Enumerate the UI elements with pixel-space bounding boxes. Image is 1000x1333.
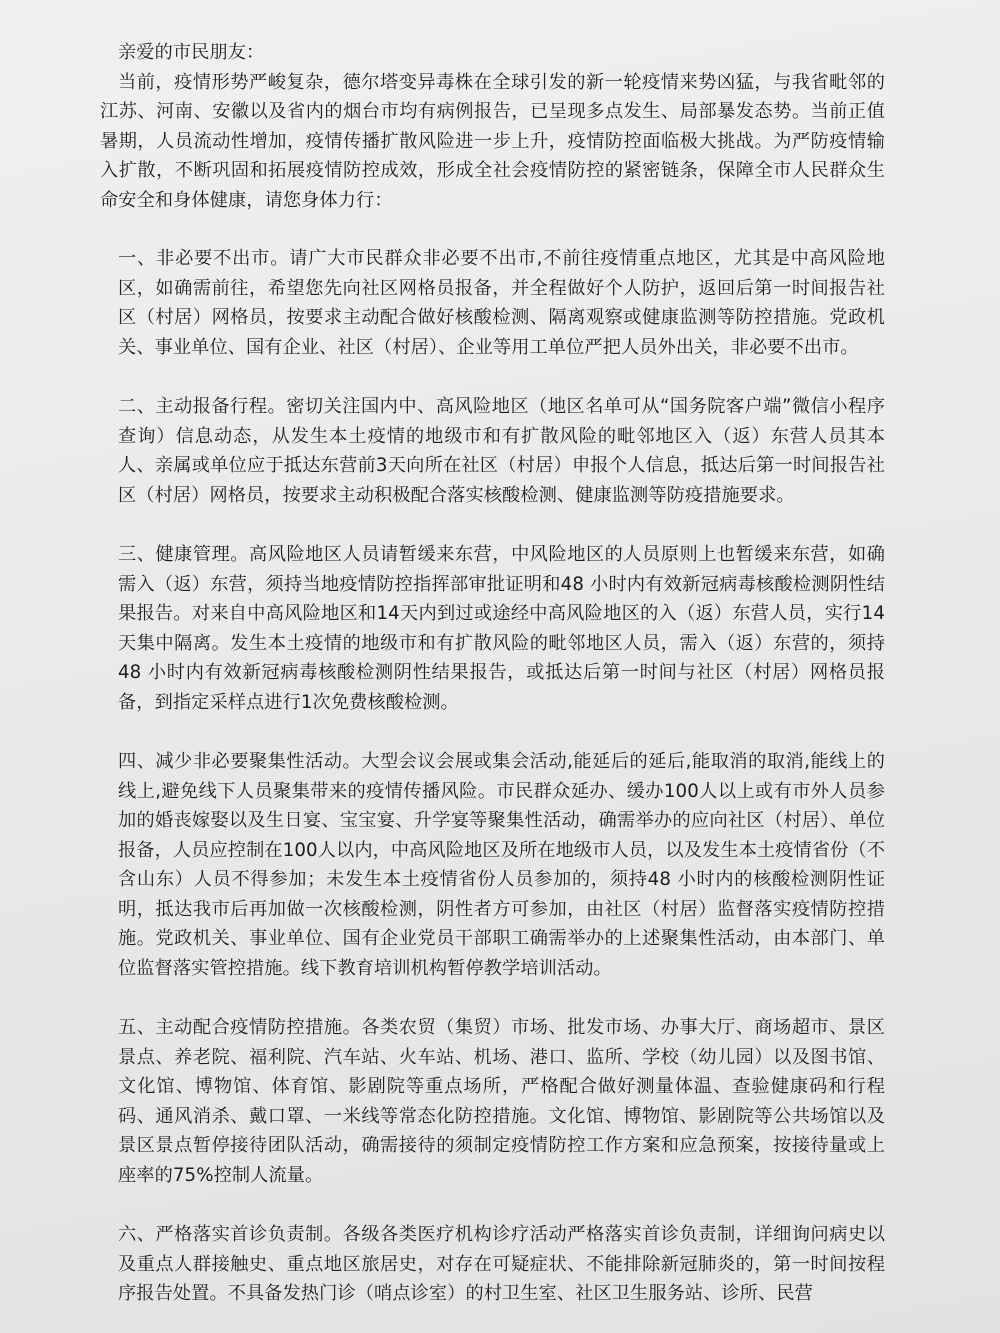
measure-4-paragraph: 四、减少非必要聚集性活动。大型会议会展或集会活动,能延后的延后,能取消的取消,能线上的线上,避免线下人员聚集带来的疫情传播风险。市民群众延办、缓办100人以上或有市外人员参加的婚丧嫁娶以及生日宴、宝宝宴、升学宴等聚集性活动，确需举办的应向社区（村居）、单位报备，人员应控制在100人以内，中高风险地区及所在地级市人员，以及发生本土疫情省份（不含山东）人员不得参加；未发生本土疫情省份人员参加的，须持48 小时内的核酸检测阴性证明，抵达我市后再加做一次核酸检测，阴性者方可参加，由社区（村居）监督落实疫情防控措施。党政机关、事业单位、国有企业党员干部职工确需举办的上述聚集性活动，由本部门、单位监督落实管控措施。线下教育培训机构暂停教学培训活动。 [118, 751, 885, 979]
measure-6-paragraph: 六、严格落实首诊负责制。各级各类医疗机构诊疗活动严格落实首诊负责制，详细询问病史以及重点人群接触史、重点地区旅居史，对存在可疑症状、不能排除新冠肺炎的，第一时间按程序报告处置。不具备发热门诊（哨点诊室）的村卫生室、社区卫生服务站、诊所、民营 [118, 1224, 885, 1304]
measure-2-paragraph: 二、主动报备行程。密切关注国内中、高风险地区（地区名单可从“国务院客户端”微信小程序查询）信息动态，从发生本土疫情的地级市和有扩散风险的毗邻地区入（返）东营人员其本人、亲属或单位应于抵达东营前3天向所在社区（村居）申报个人信息，抵达后第一时间报告社区（村居）网格员，按要求主动积极配合落实核酸检测、健康监测等防疫措施要求。 [118, 396, 885, 506]
salutation: 亲爱的市民朋友： [118, 42, 265, 63]
measure-1-paragraph: 一、非必要不出市。请广大市民群众非必要不出市,不前往疫情重点地区，尤其是中高风险地区，如确需前往，希望您先向社区网格员报备，并全程做好个人防护，返回后第一时间报告社区（村居）网格员，按要求主动配合做好核酸检测、隔离观察或健康监测等防控措施。党政机关、事业单位、国有企业、社区（村居）、企业等用工单位严把人员外出关，非必要不出市。 [118, 248, 885, 358]
notice-letter [100, 38, 885, 1309]
intro-paragraph: 当前，疫情形势严峻复杂，德尔塔变异毒株在全球引发的新一轮疫情来势凶猛，与我省毗邻的江苏、河南、安徽以及省内的烟台市均有病例报告，已呈现多点发生、局部暴发态势。当前正值暑期，人员流动性增加，疫情传播扩散风险进一步上升，疫情防控面临极大挑战。为严防疫情输入扩散，不断巩固和拓展疫情防控成效，形成全社会疫情防控的紧密链条，保障全市人民群众生命安全和身体健康，请您身体力行： [100, 71, 885, 211]
measure-3-paragraph: 三、健康管理。高风险地区人员请暂缓来东营，中风险地区的人员原则上也暂缓来东营，如确需入（返）东营，须持当地疫情防控指挥部审批证明和48 小时内有效新冠病毒核酸检测阴性结果报告。对来自中高风险地区和14天内到过或途经中高风险地区的入（返）东营人员，实行14天集中隔离。发生本土疫情的地级市和有扩散风险的毗邻地区人员，需入（返）东营的，须持48 小时内有效新冠病毒核酸检测阴性结果报告，或抵达后第一时间与社区（村居）网格员报备，到指定采样点进行1次免费核酸检测。 [118, 544, 885, 713]
measure-5-paragraph: 五、主动配合疫情防控措施。各类农贸（集贸）市场、批发市场、办事大厅、商场超市、景区景点、养老院、福利院、汽车站、火车站、机场、港口、监所、学校（幼儿园）以及图书馆、文化馆、博物馆、体育馆、影剧院等重点场所，严格配合做好测量体温、查验健康码和行程码、通风消杀、戴口罩、一米线等常态化防控措施。文化馆、博物馆、影剧院等公共场馆以及景区景点暂停接待团队活动，确需接待的须制定疫情防控工作方案和应急预案，按接待量或上座率的75%控制人流量。 [118, 1017, 885, 1186]
